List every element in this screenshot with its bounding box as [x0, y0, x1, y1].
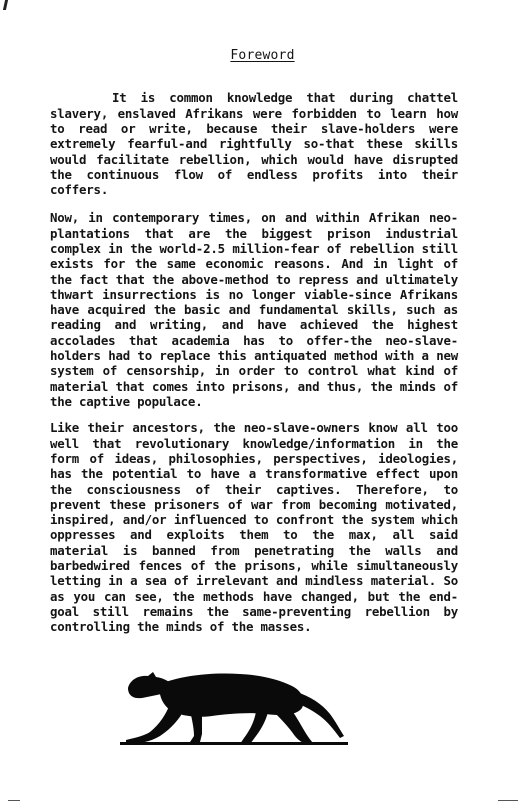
- paragraph-3: Like their ancestors, the neo-slave-owners know all too well that revolutionary knowledge/information in the form of ideas, philosophies, perspectives, ideologies, has the potential to have a transformative effect upon the consciousness of their captives. Therefore, to prevent these prisoners of war from becoming motivated, inspired, and/or influenced to confront the system which oppresses and exploits them to the max, all said material is banned from penetrating the walls and barbedwired fences of the prisons, while simultaneously letting in a sea of irrelevant and mindless material. So as you can see, the methods have changed, but the end-goal still remains the same-preventing rebellion by controlling the minds of the masses.: [50, 420, 458, 635]
- panther-icon: [120, 658, 350, 748]
- page-title: Foreword: [230, 48, 295, 63]
- paragraph-1: It is common knowledge that during chattel slavery, enslaved Afrikans were forbidden to learn how to read or write, because their slave-holders were extremely fearful-and rightfully so-that these skills would facilitate rebellion, which would have disrupted the continuous flow of endless profits into their coffers.: [50, 90, 458, 198]
- corner-scan-mark: [3, 0, 8, 10]
- paragraph-2: Now, in contemporary times, on and within Afrikan neo-plantations that are the biggest prison industrial complex in the world-2.5 million-fear of rebellion still exists for the same economic reasons. And in light of the fact that the above-method to repress and ultimately thwart insurrections is no longer viable-since Afrikans have acquired the basic and fundamental skills, such as reading and writing, and have achieved the highest accolades that academia has to offer-the neo-slave-holders had to replace this antiquated method with a new system of censorship, in order to control what kind of material that comes into prisons, and thus, the minds of the captive populace.: [50, 210, 458, 409]
- scan-edge-mark-right: [498, 800, 518, 801]
- scan-edge-mark-left: [8, 800, 20, 801]
- panther-illustration: [120, 658, 350, 748]
